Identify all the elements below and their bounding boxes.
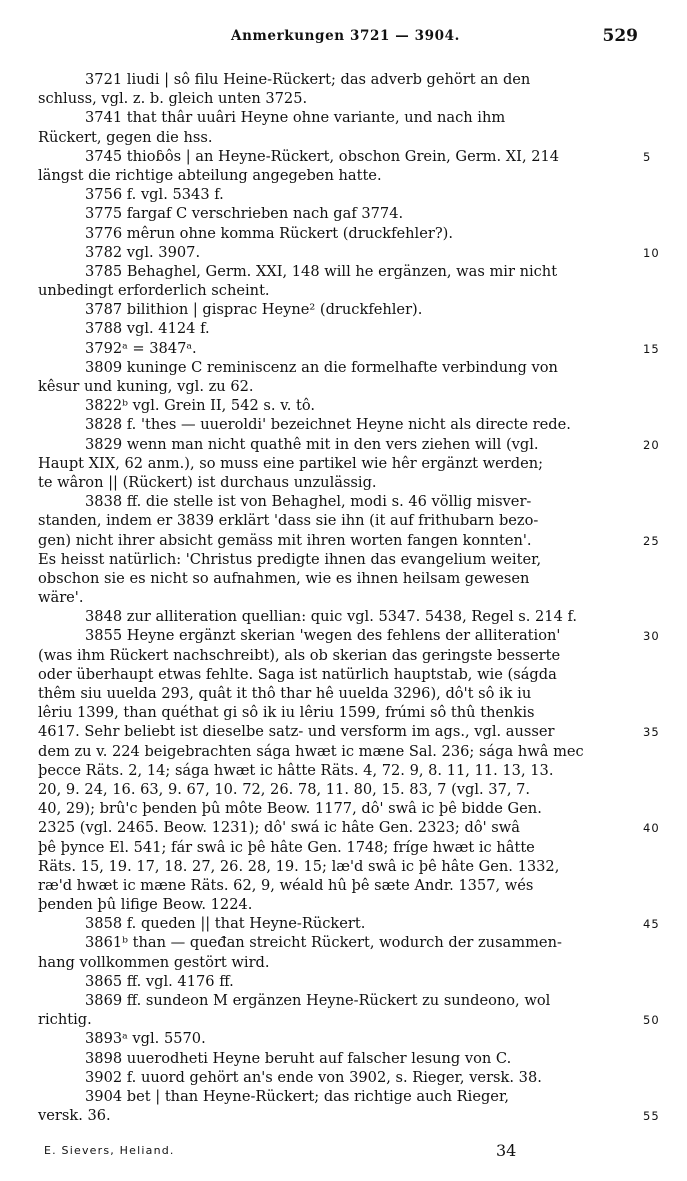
line-number: 20 (643, 437, 660, 452)
line-text: 3787 bilithion | gisprac Heyne² (druckfehler). (85, 301, 423, 319)
text-line (38, 1049, 638, 1068)
line-text: Es heisst natürlich: 'Christus predigte ihnen das evangelium weiter, (38, 550, 542, 568)
text-line (38, 396, 638, 415)
text-line (38, 185, 638, 204)
line-text: 3756 f. vgl. 5343 f. (85, 186, 224, 204)
text-line (38, 89, 638, 108)
text-line (38, 435, 660, 454)
text-line (38, 319, 638, 338)
text-line (38, 684, 638, 703)
text-line (38, 972, 638, 991)
line-text: richtig. (38, 1011, 92, 1029)
line-text: 3721 liudi | sô filu Heine-Rückert; das adverb gehört an den (85, 71, 531, 88)
line-text: 3858 f. queden || that Heyne-Rückert. (85, 915, 366, 933)
text-line (38, 550, 638, 569)
line-text: 3822ᵇ vgl. Grein II, 542 s. v. tô. (85, 397, 316, 415)
text-line (38, 1029, 638, 1048)
line-text: 3782 vgl. 3907. (85, 243, 201, 261)
text-line (38, 204, 638, 223)
text-line (38, 1068, 638, 1087)
line-text: 3861ᵇ than — queđan streicht Rückert, wodurch der zusammen- (85, 934, 562, 952)
line-number: 30 (643, 629, 660, 644)
line-text: 3809 kuninge C reminiscenz an die formelhafte verbindung von (85, 358, 558, 376)
text-line (38, 626, 660, 645)
text-line (38, 166, 638, 185)
page-footer (44, 1141, 644, 1165)
text-line (38, 780, 638, 799)
text-line (38, 588, 638, 607)
text-line (38, 70, 638, 89)
text-line (38, 607, 638, 626)
text-line (38, 799, 638, 818)
text-line (38, 473, 638, 492)
text-line (38, 224, 638, 243)
line-text: versk. 36. (38, 1107, 111, 1125)
line-text: obschon sie es nicht so aufnahmen, wie es ihnen heilsam gewesen (38, 569, 530, 587)
text-line (38, 281, 638, 300)
line-number: 10 (643, 245, 660, 260)
line-number: 50 (643, 1013, 660, 1028)
line-text: 2325 (vgl. 2465. Beow. 1231); dô' swá ic hâte Gen. 2323; dô' swâ (38, 819, 520, 837)
text-line (38, 646, 638, 665)
line-text: 20, 9. 24, 16. 63, 9. 67, 10. 72, 26. 78, 11. 80, 15. 83, 7 (vgl. 37, 7. (38, 780, 531, 798)
line-text: 3898 uuerodheti Heyne beruht auf falscher lesung von C. (85, 1049, 512, 1067)
text-line (38, 1087, 638, 1106)
text-line (38, 665, 638, 684)
line-text: 3745 thioɓôs | an Heyne-Rückert, obschon Grein, Germ. XI, 214 (85, 147, 560, 165)
line-text: hang vollkommen gestört wird. (38, 953, 270, 971)
line-number: 5 (643, 149, 652, 164)
line-text: 3893ᵃ vgl. 5570. (85, 1030, 206, 1048)
text-line (38, 415, 638, 434)
text-line (38, 128, 638, 147)
line-text: þê þynce El. 541; fár swâ ic þê hâte Gen. 1748; fríge hwæt ic hâtte (38, 838, 535, 856)
text-line (38, 358, 638, 377)
line-text: þecce Räts. 2, 14; sága hwæt ic hâtte Räts. 4, 72. 9, 8. 11, 11. 13, 13. (38, 761, 554, 779)
text-line (38, 818, 660, 837)
line-text: te wâron || (Rückert) ist durchaus unzulässig. (38, 473, 377, 491)
line-number: 35 (643, 725, 660, 740)
line-text: 3902 f. uuord gehört an's ende von 3902, s. Rieger, versk. 38. (85, 1068, 542, 1086)
line-text: 3855 Heyne ergänzt skerian 'wegen des fehlens der alliteration' (85, 627, 561, 645)
line-text: wäre'. (38, 589, 84, 607)
text-line (38, 991, 638, 1010)
line-text: 3741 that thâr uuâri Heyne ohne variante, und nach ihm (85, 109, 506, 127)
line-text: 3829 wenn man nicht quathê mit in den vers ziehen will (vgl. (85, 435, 539, 453)
page-number: 529 (602, 26, 638, 46)
running-header (38, 26, 638, 50)
line-text: ræ'd hwæt ic mæne Räts. 62, 9, wéald hû þê sæte Andr. 1357, wés (38, 876, 534, 894)
line-number: 25 (643, 533, 660, 548)
line-number: 40 (643, 821, 660, 836)
line-text: Räts. 15, 19. 17, 18. 27, 26. 28, 19. 15; læ'd swâ ic þê hâte Gen. 1332, (38, 857, 560, 875)
line-text: 3838 ff. die stelle ist von Behaghel, modi s. 46 völlig misver- (85, 493, 532, 511)
line-text: 3869 ff. sundeon M ergänzen Heyne-Rückert zu sundeono, wol (85, 992, 551, 1009)
running-title: Anmerkungen 3721 — 3904. (231, 28, 460, 44)
notes-body (38, 70, 660, 1125)
text-line (38, 722, 660, 741)
text-line (38, 492, 638, 511)
footer-source: E. Sievers, Heliand. (44, 1144, 175, 1157)
text-line (38, 742, 638, 761)
text-line (38, 454, 638, 473)
line-text: schluss, vgl. z. b. gleich unten 3725. (38, 90, 308, 108)
line-text: 3788 vgl. 4124 f. (85, 320, 210, 338)
line-text: 3904 bet | than Heyne-Rückert; das richtige auch Rieger, (85, 1087, 509, 1105)
line-text: 4617. Sehr beliebt ist dieselbe satz- und versform im ags., vgl. ausser (38, 723, 555, 741)
line-text: Haupt XIX, 62 anm.), so muss eine partikel wie hêr ergänzt werden; (38, 454, 544, 472)
line-text: längst die richtige abteilung angegeben hatte. (38, 166, 382, 184)
text-line (38, 300, 638, 319)
text-line (38, 339, 660, 358)
line-text: kêsur und kuning, vgl. zu 62. (38, 378, 254, 395)
text-line (38, 108, 638, 127)
text-line (38, 933, 638, 952)
line-text: 3865 ff. vgl. 4176 ff. (85, 972, 234, 990)
line-text: gen) nicht ihrer absicht gemäss mit ihren worten fangen konnten'. (38, 531, 532, 549)
line-text: þenden þû lifige Beow. 1224. (38, 896, 253, 914)
line-text: (was ihm Rückert nachschreibt), als ob skerian das geringste besserte (38, 646, 561, 664)
text-line (38, 876, 638, 895)
text-line (38, 761, 638, 780)
line-text: standen, indem er 3839 erklärt 'dass sie ihn (it auf frithubarn bezo- (38, 512, 539, 530)
text-line (38, 1010, 660, 1029)
line-text: 3776 mêrun ohne komma Rückert (druckfehler?). (85, 224, 453, 242)
line-text: dem zu v. 224 beigebrachten ságа hwæt ic mæne Sal. 236; sága hwâ mec (38, 742, 584, 760)
text-line (38, 703, 638, 722)
line-text: 3775 fargaf C verschrieben nach gaf 3774. (85, 205, 404, 223)
line-text: 3848 zur alliteration quellian: quic vgl. 5347. 5438, Regel s. 214 f. (85, 608, 578, 626)
text-line (38, 953, 638, 972)
line-text: unbedingt erforderlich scheint. (38, 282, 270, 300)
text-line (38, 531, 660, 550)
line-text: 3828 f. 'thes — uueroldi' bezeichnet Heyne nicht als directe rede. (85, 416, 571, 434)
signature-mark: 34 (496, 1141, 517, 1160)
text-line (38, 914, 660, 933)
text-line (38, 895, 638, 914)
line-text: thêm siu uuelda 293, quât it thô thar hê uuelda 3296), dô't sô ik iu (38, 685, 532, 702)
text-line (38, 147, 652, 166)
line-text: Rückert, gegen die hss. (38, 128, 213, 146)
line-number: 55 (643, 1109, 660, 1124)
text-line (38, 838, 638, 857)
text-line (38, 262, 638, 281)
line-text: oder überhaupt etwas fehlte. Saga ist natürlich hauptstab, wie (ságda (38, 665, 557, 683)
text-line (38, 511, 638, 530)
line-number: 45 (643, 917, 660, 932)
text-line (38, 1106, 660, 1125)
line-text: 40, 29); brû'c þenden þû môte Beow. 1177, dô' swâ ic þê bidde Gen. (38, 800, 542, 818)
line-text: lêriu 1399, than quéthat gi sô ik iu lêriu 1599, frúmi sô thû thenkis (38, 704, 535, 722)
text-line (38, 377, 638, 396)
text-line (38, 243, 660, 262)
line-number: 15 (643, 341, 660, 356)
text-line (38, 569, 638, 588)
line-text: 3792ᵃ = 3847ᵃ. (85, 339, 197, 357)
text-line (38, 857, 638, 876)
line-text: 3785 Behaghel, Germ. XXI, 148 will he ergänzen, was mir nicht (85, 262, 558, 280)
